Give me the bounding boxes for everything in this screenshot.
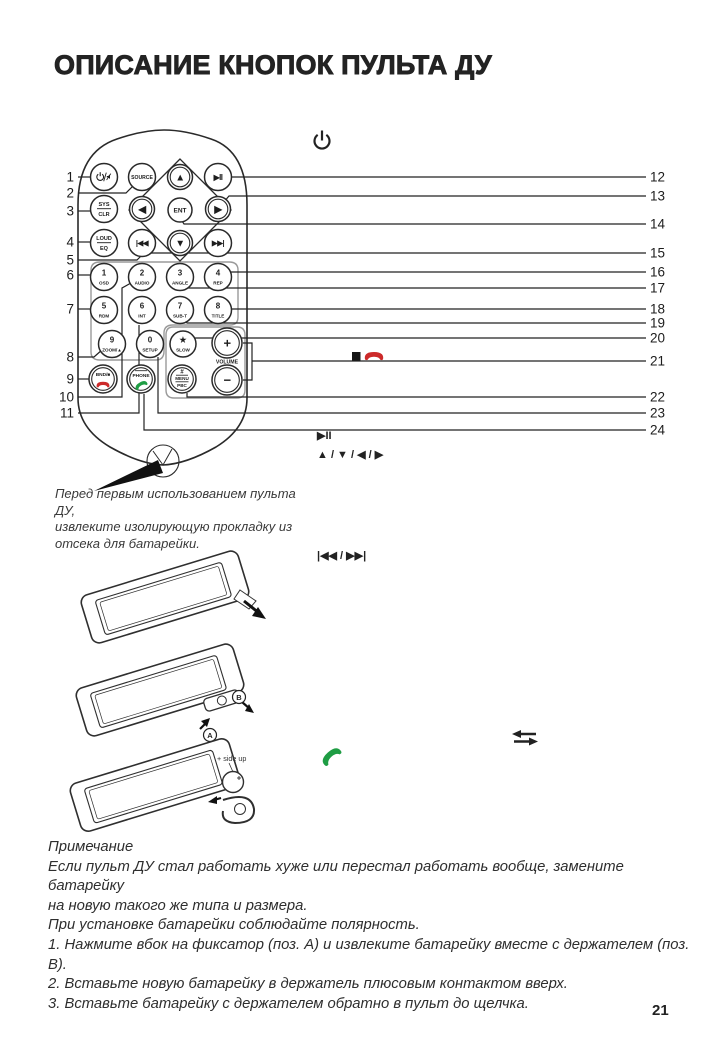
cursor-arrows-icon: ▲ / ▼ / ◀ / ▶	[317, 449, 384, 461]
remote-button-digit-5	[91, 297, 118, 324]
battery-step-3	[68, 737, 254, 833]
notes-line: Если пульт ДУ стал работать хуже или перестал работать вообще, замените батарейку	[48, 858, 624, 895]
svg-text:SETUP: SETUP	[142, 347, 158, 353]
remote-button-menu-pbc	[168, 365, 196, 393]
svg-text:SYS: SYS	[98, 202, 110, 209]
svg-text:PBC: PBC	[177, 383, 187, 388]
remote-button-cursor-left	[130, 197, 155, 222]
svg-text:▶▶|: ▶▶|	[211, 238, 225, 248]
remote-control-diagram	[40, 120, 690, 500]
remote-button-volume-up	[212, 328, 242, 358]
remote-button-digit-7	[167, 297, 194, 324]
battery-notes	[48, 838, 698, 1014]
coin-battery	[223, 772, 244, 793]
remote-button-digit-0	[137, 331, 164, 358]
intro-note	[55, 486, 315, 552]
remote-button-prev-track	[129, 230, 156, 257]
prev-next-icon: |◀◀ / ▶▶|	[317, 550, 367, 562]
intro-note-line: отсека для батарейки.	[55, 535, 200, 551]
notes-line: 2. Вставьте новую батарейку в держатель плюсовым контактом вверх.	[48, 976, 568, 993]
svg-text:SOURCE: SOURCE	[131, 174, 153, 181]
svg-text:5: 5	[101, 301, 107, 311]
svg-text:★: ★	[179, 335, 187, 345]
remote-button-cursor-down	[168, 231, 193, 256]
callout-number-20: 20	[650, 330, 666, 346]
svg-text:OSD: OSD	[99, 280, 109, 286]
legend-upper-icons	[315, 131, 384, 361]
callout-number-3: 3	[66, 203, 74, 219]
callout-number-18: 18	[650, 301, 666, 317]
callout-number-12: 12	[650, 169, 666, 185]
svg-text:ANGLE: ANGLE	[171, 280, 189, 286]
position-b-label: B	[236, 692, 242, 702]
intro-note-line: Перед первым использованием пульта ДУ,	[55, 486, 296, 518]
svg-text:6: 6	[139, 301, 145, 311]
remote-button-digit-3	[167, 264, 194, 291]
phone-answer-icon	[320, 745, 342, 767]
svg-text:3: 3	[177, 268, 183, 278]
callout-number-19: 19	[650, 315, 666, 331]
callout-number-6: 6	[66, 267, 74, 283]
callout-number-1: 1	[66, 169, 74, 185]
svg-text:BND/■: BND/■	[95, 372, 111, 378]
remote-button-band	[89, 365, 117, 393]
remote-button-sys-clr	[91, 196, 118, 223]
svg-text:ZOOM/▲: ZOOM/▲	[102, 347, 122, 353]
remote-button-loud-eq	[91, 230, 118, 257]
remote-button-cursor-right	[206, 197, 231, 222]
callout-number-9: 9	[66, 371, 74, 387]
remote-button-digit-2	[129, 264, 156, 291]
remote-button-digit-8	[205, 297, 232, 324]
svg-text:◀: ◀	[138, 204, 146, 216]
remote-button-enter	[168, 198, 192, 222]
svg-text:−: −	[223, 372, 231, 388]
callout-number-2: 2	[66, 185, 74, 201]
svg-text:1: 1	[101, 268, 107, 278]
callout-number-15: 15	[650, 245, 666, 261]
callout-number-10: 10	[58, 389, 74, 405]
callout-number-24: 24	[650, 422, 666, 438]
intro-note-line: извлеките изолирующую прокладку из	[55, 519, 293, 534]
swap-arrows-icon	[512, 730, 538, 746]
remote-button-next-track	[205, 230, 232, 257]
remote-button-digit-4	[205, 264, 232, 291]
callout-number-13: 13	[650, 188, 666, 204]
notes-line: 3. Вставьте батарейку с держателем обратно в пульт до щелчка.	[48, 995, 529, 1012]
svg-text:AUDIO: AUDIO	[134, 280, 150, 286]
svg-text:▶II: ▶II	[213, 172, 223, 182]
svg-text:PHONE: PHONE	[132, 374, 150, 380]
notes-heading: Примечание	[48, 839, 134, 855]
svg-text:0: 0	[147, 335, 153, 345]
play-pause-icon: ▶II	[317, 430, 332, 442]
callout-number-7: 7	[66, 301, 74, 317]
notes-line: При установке батарейки соблюдайте полярность.	[48, 917, 420, 934]
stop-icon	[352, 352, 361, 361]
notes-line: 1. Нажмите вбок на фиксатор (поз. А) и извлеките батарейку вместе с держателем (поз. В).	[48, 936, 690, 973]
remote-button-source	[129, 164, 156, 191]
remote-button-volume-down	[212, 365, 242, 395]
callout-number-17: 17	[650, 280, 666, 296]
svg-text:REP: REP	[213, 280, 223, 286]
callout-number-5: 5	[66, 252, 74, 268]
remote-button-play-pause	[205, 164, 232, 191]
svg-text:+: +	[223, 335, 231, 351]
remote-button-digit-9	[99, 331, 126, 358]
battery-replacement-diagram	[45, 545, 290, 845]
svg-text:7: 7	[177, 301, 183, 311]
svg-text:2: 2	[139, 268, 145, 278]
volume-label: VOLUME	[215, 359, 239, 366]
legend-lower-icons	[300, 715, 550, 775]
callout-number-23: 23	[650, 405, 666, 421]
battery-holder	[223, 797, 254, 823]
svg-text:▲: ▲	[175, 172, 185, 184]
insert-arrow-icon	[208, 796, 217, 804]
svg-text:|◀◀: |◀◀	[135, 238, 149, 248]
svg-text:TITLE: TITLE	[211, 313, 225, 319]
remote-button-cursor-up	[168, 165, 193, 190]
svg-text:INT: INT	[138, 313, 146, 319]
callout-number-4: 4	[66, 234, 74, 250]
side-up-label: + side up	[217, 754, 247, 763]
remote-button-digit-6	[129, 297, 156, 324]
svg-text:#: #	[180, 369, 184, 376]
svg-text:EQ: EQ	[100, 246, 108, 252]
callout-number-22: 22	[650, 389, 666, 405]
battery-step-2	[74, 642, 254, 741]
page-number: 21	[652, 1002, 669, 1019]
svg-text:LOUD: LOUD	[96, 236, 112, 243]
svg-text:RDM: RDM	[98, 313, 110, 319]
remote-button-digit-1	[91, 264, 118, 291]
callout-number-8: 8	[66, 349, 74, 365]
page-title: ОПИСАНИЕ КНОПОК ПУЛЬТА ДУ	[54, 50, 492, 80]
svg-text:8: 8	[215, 301, 221, 311]
svg-text:▼: ▼	[175, 238, 185, 250]
battery-step-1	[79, 549, 266, 645]
svg-text:SLOW: SLOW	[176, 347, 190, 353]
callout-number-14: 14	[650, 216, 666, 232]
callout-number-16: 16	[650, 264, 666, 280]
notes-line: на новую такого же типа и размера.	[48, 897, 308, 914]
remote-button-phone	[127, 365, 155, 393]
position-a-label: A	[207, 730, 213, 740]
svg-text:9: 9	[109, 335, 115, 345]
svg-text:MENU: MENU	[175, 376, 189, 382]
callout-number-11: 11	[59, 405, 74, 421]
remote-button-power	[91, 164, 118, 191]
svg-text:ENT: ENT	[173, 207, 187, 215]
callout-number-21: 21	[650, 353, 666, 369]
remote-button-slow	[170, 331, 196, 357]
svg-text:CLR: CLR	[98, 212, 110, 218]
svg-text:SUB-T: SUB-T	[172, 313, 188, 319]
svg-text:4: 4	[215, 268, 221, 278]
svg-text:▶: ▶	[214, 204, 222, 216]
